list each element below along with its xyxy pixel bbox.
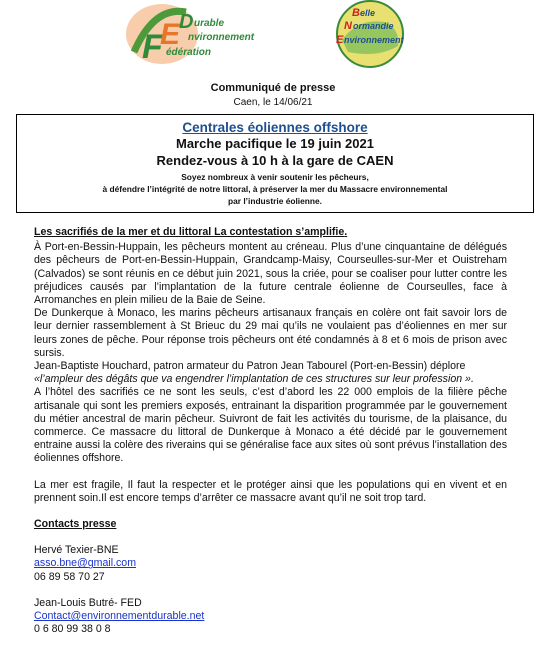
contact-1-email-link[interactable]: asso.bne@gmail.com — [34, 557, 137, 570]
box-call — [17, 171, 533, 207]
bne-letter-n: N — [344, 20, 352, 32]
contact-2-email-link[interactable]: Contact@environnementdurable.net — [34, 610, 205, 623]
paragraph-4: A l’hôtel des sacrifiés ce ne sont les seuls, c’est d’abord les 22 000 emplois de la filière pêche artisanale qui sont les premiers exposés, entrainant la disparition programmée par le gouvernement du métier ancestral de marin pêcheur. Suivront de fait les activités du tourisme, de la plaisance, du commerce. Ce massacre du littoral de Dunkerque à Monaco a été décidé par le gouvernement entraine aussi la colère des riverains qui se généralise face aux sites où sont prévus l’installation des éoliennes offshore. — [34, 386, 507, 465]
fed-letter-e: E — [160, 18, 181, 51]
quote: «l’ampleur des dégâts que va engendrer l’implantation de ces structures sur leur profession ». — [34, 373, 474, 386]
bne-logo — [318, 0, 422, 70]
press-release-title: Communiqué de presse — [210, 82, 336, 94]
box-call-line: à défendre l’intégrité de notre littoral, à préserver la mer du Massacre environnemental — [102, 184, 448, 194]
box-call-line: Soyez nombreux à venir soutenir les pêcheurs, — [181, 172, 369, 182]
box-subtitle: Marche pacifique le 19 juin 2021 — [176, 136, 374, 151]
box-call-line: par l’industrie éolienne. — [227, 196, 322, 206]
paragraph-5: La mer est fragile, Il faut la respecter et le protéger ainsi que les populations qui en vivent et en prennent soin.Il est encore temps d’arrêter ce massacre avant qu’il ne soit trop tard. — [34, 478, 507, 504]
bne-line-2: ormandie — [353, 21, 394, 31]
contacts-title: Contacts presse — [34, 518, 117, 531]
fed-line-3: édération — [166, 47, 212, 58]
paragraph-1: À Port-en-Bessin-Huppain, les pêcheurs montent au créneau. Plus d’une cinquantaine de délégués des pêcheurs de Port-en-Bessin-Huppain, Grandcamp-Maisy, Courseulles-sur-Mer et Ouistreham (Calvados) se sont réunis en ce début juin 2021, sous la criée, pour se coaliser pour lutter contre les préjudices causés par l’implantation de la future centrale éolienne de Courseulles, face à Arromanches en plein milieu de la Baie de Seine. — [34, 241, 507, 307]
fed-line-1: urable — [194, 18, 225, 29]
contact-2-phone: 0 6 80 99 38 0 8 — [34, 623, 111, 636]
paragraph-3: Jean-Baptiste Houchard, patron armateur du Patron Jean Tabourel (Port-en-Bessin) déplore — [34, 360, 466, 373]
box-headline: Centrales éoliennes offshore — [182, 120, 368, 135]
announcement-box — [16, 114, 534, 213]
contact-2-name: Jean-Louis Butré- FED — [34, 596, 142, 609]
bne-letter-e: E — [336, 34, 344, 46]
article-body — [34, 226, 507, 636]
fed-letter-f: F — [142, 28, 163, 66]
bne-letter-b: B — [352, 7, 360, 19]
bne-line-3: nvironnement — [344, 35, 404, 45]
box-meeting: Rendez-vous à 10 h à la gare de CAEN — [156, 153, 394, 168]
paragraph-2: De Dunkerque à Monaco, les marins pêcheurs artisanaux français en colère ont fait savoir lors de leur dernier rassemblement à St Brieuc du 29 mai qu’ils ne voulaient pas d’éoliennes en mer sur leurs zones de pêche. Pour réponse trois pêcheurs ont été condamnés à 8 et 6 mois de prison avec sursis. — [34, 307, 507, 359]
article-headline-text: Les sacrifiés de la mer et du littoral La contestation s’amplifie — [34, 226, 345, 238]
contact-1-name: Hervé Texier-BNE — [34, 544, 119, 557]
bne-line-1: elle — [360, 8, 376, 18]
article-headline: Les sacrifiés de la mer et du littoral La contestation s’amplifie. — [34, 226, 348, 238]
press-release-date: Caen, le 14/06/21 — [233, 97, 313, 108]
fed-logo — [124, 0, 266, 66]
fed-letter-d: D — [179, 11, 194, 33]
fed-line-2: nvironnement — [188, 32, 255, 43]
contact-1-phone: 06 89 58 70 27 — [34, 570, 105, 583]
